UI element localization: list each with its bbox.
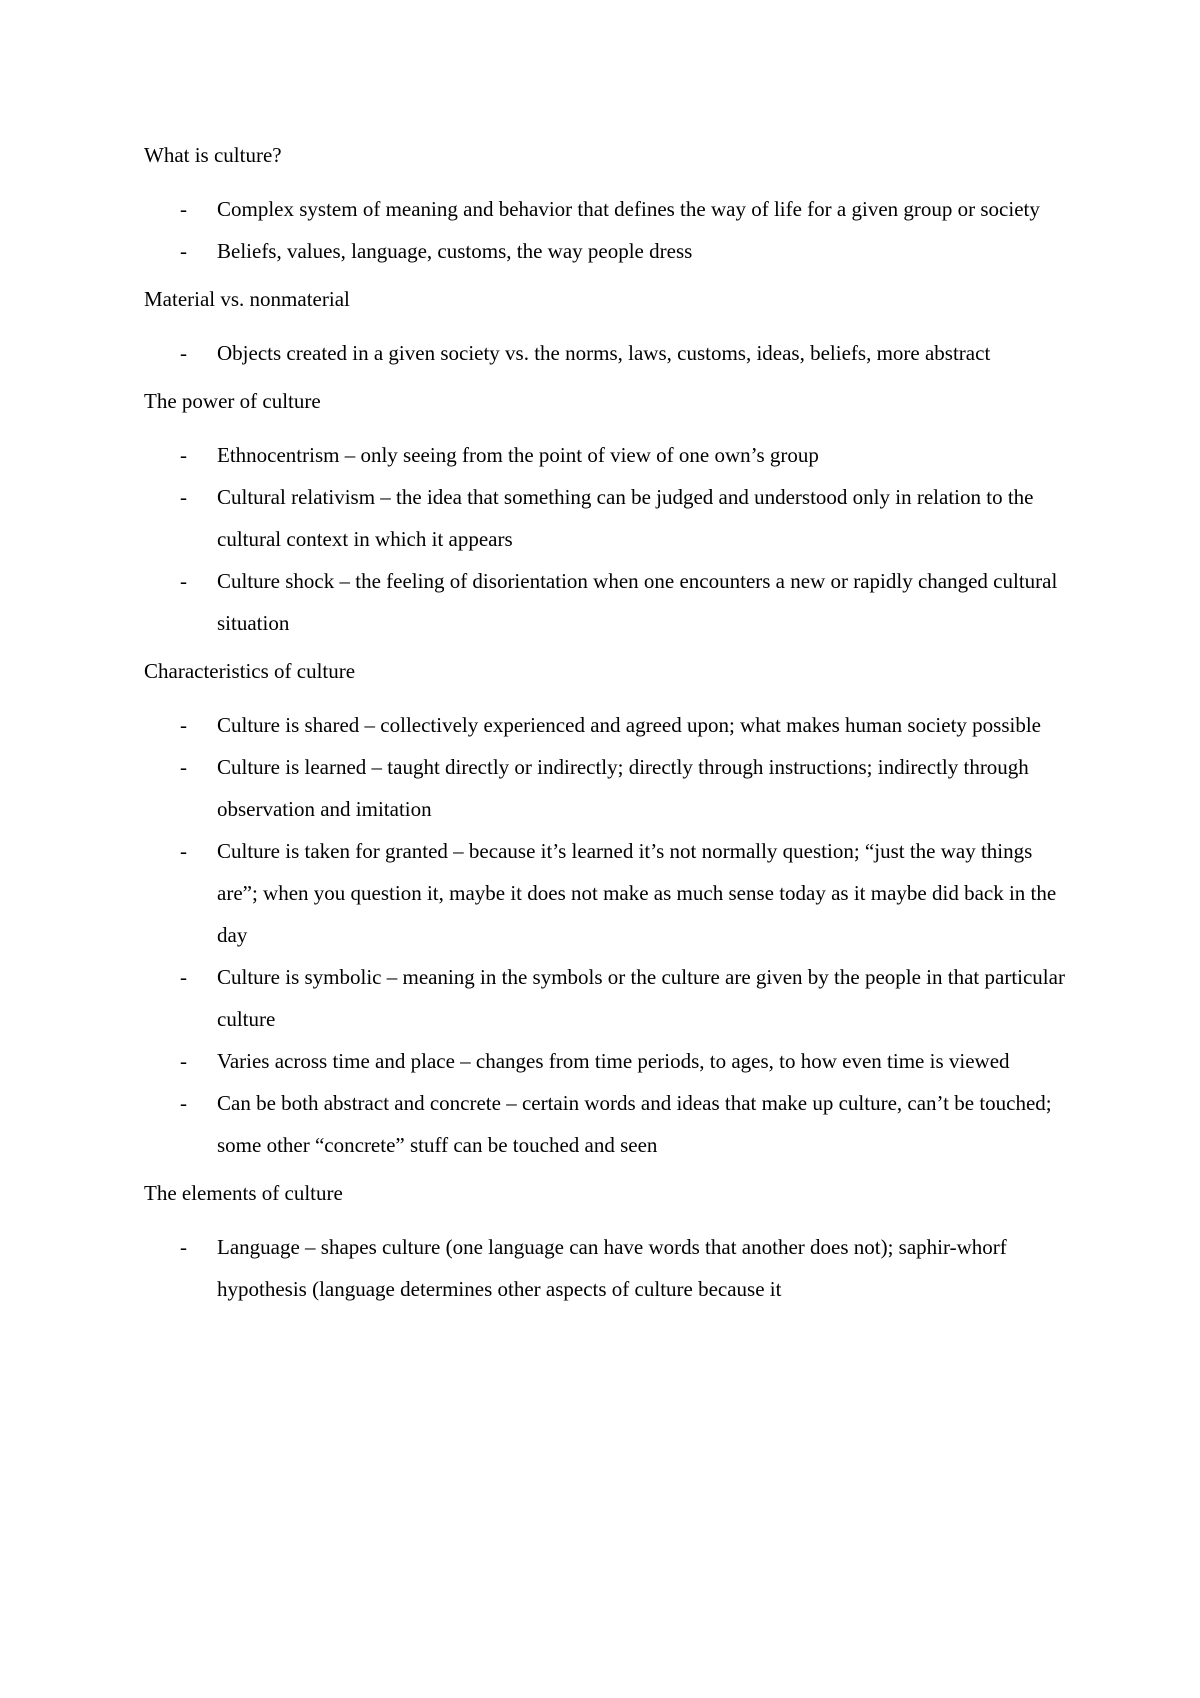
list-item (144, 1082, 1074, 1166)
bullet-dash: - (180, 485, 187, 509)
bullet-dash: - (180, 1091, 187, 1115)
bullet-dash: - (180, 569, 187, 593)
bullet-dash: - (180, 965, 187, 989)
section-heading-power-of-culture: The power of culture (144, 389, 321, 413)
section-heading-material-vs-nonmaterial: Material vs. nonmaterial (144, 287, 350, 311)
section-list-characteristics-of-culture (144, 704, 1074, 1166)
list-item-text: Ethnocentrism – only seeing from the point of view of one own’s group (217, 443, 819, 467)
list-item (144, 830, 1074, 956)
list-item-text: Culture is learned – taught directly or indirectly; directly through instructions; indirectly through observation and imitation (217, 755, 1029, 821)
bullet-dash: - (180, 341, 187, 365)
list-item-text: Complex system of meaning and behavior that defines the way of life for a given group or society (217, 197, 1040, 221)
list-item (144, 476, 1074, 560)
bullet-dash: - (180, 1049, 187, 1073)
list-item (144, 230, 1074, 272)
list-item-text: Culture shock – the feeling of disorientation when one encounters a new or rapidly changed cultural situation (217, 569, 1058, 635)
section-list-elements-of-culture (144, 1226, 1074, 1310)
section-list-material-vs-nonmaterial (144, 332, 1074, 374)
list-item-text: Varies across time and place – changes from time periods, to ages, to how even time is viewed (217, 1049, 1010, 1073)
bullet-dash: - (180, 839, 187, 863)
list-item-text: Cultural relativism – the idea that something can be judged and understood only in relation to the cultural context in which it appears (217, 485, 1034, 551)
bullet-dash: - (180, 239, 187, 263)
list-item (144, 1040, 1074, 1082)
list-item (144, 1226, 1074, 1310)
list-item-text: Language – shapes culture (one language can have words that another does not); saphir-whorf hypothesis (language determines other aspects of culture because it (217, 1235, 1007, 1301)
bullet-dash: - (180, 755, 187, 779)
bullet-dash: - (180, 1235, 187, 1259)
list-item-text: Objects created in a given society vs. the norms, laws, customs, ideas, beliefs, more abstract (217, 341, 991, 365)
list-item-text: Culture is taken for granted – because it’s learned it’s not normally question; “just the way things are”; when you question it, maybe it does not make as much sense today as it maybe did back in the day (217, 839, 1057, 947)
section-heading-what-is-culture: What is culture? (144, 143, 282, 167)
list-item-text: Can be both abstract and concrete – certain words and ideas that make up culture, can’t be touched; some other “concrete” stuff can be touched and seen (217, 1091, 1052, 1157)
list-item (144, 434, 1074, 476)
list-item (144, 332, 1074, 374)
list-item-text: Beliefs, values, language, customs, the way people dress (217, 239, 693, 263)
section-heading-characteristics-of-culture: Characteristics of culture (144, 659, 356, 683)
list-item (144, 956, 1074, 1040)
bullet-dash: - (180, 713, 187, 737)
list-item (144, 560, 1074, 644)
section-list-power-of-culture (144, 434, 1074, 644)
list-item-text: Culture is symbolic – meaning in the symbols or the culture are given by the people in that particular culture (217, 965, 1065, 1031)
bullet-dash: - (180, 443, 187, 467)
section-list-what-is-culture (144, 188, 1074, 272)
list-item (144, 188, 1074, 230)
document-content (144, 145, 1074, 1327)
list-item (144, 704, 1074, 746)
list-item (144, 746, 1074, 830)
section-heading-elements-of-culture: The elements of culture (144, 1181, 343, 1205)
bullet-dash: - (180, 197, 187, 221)
list-item-text: Culture is shared – collectively experienced and agreed upon; what makes human society possible (217, 713, 1041, 737)
